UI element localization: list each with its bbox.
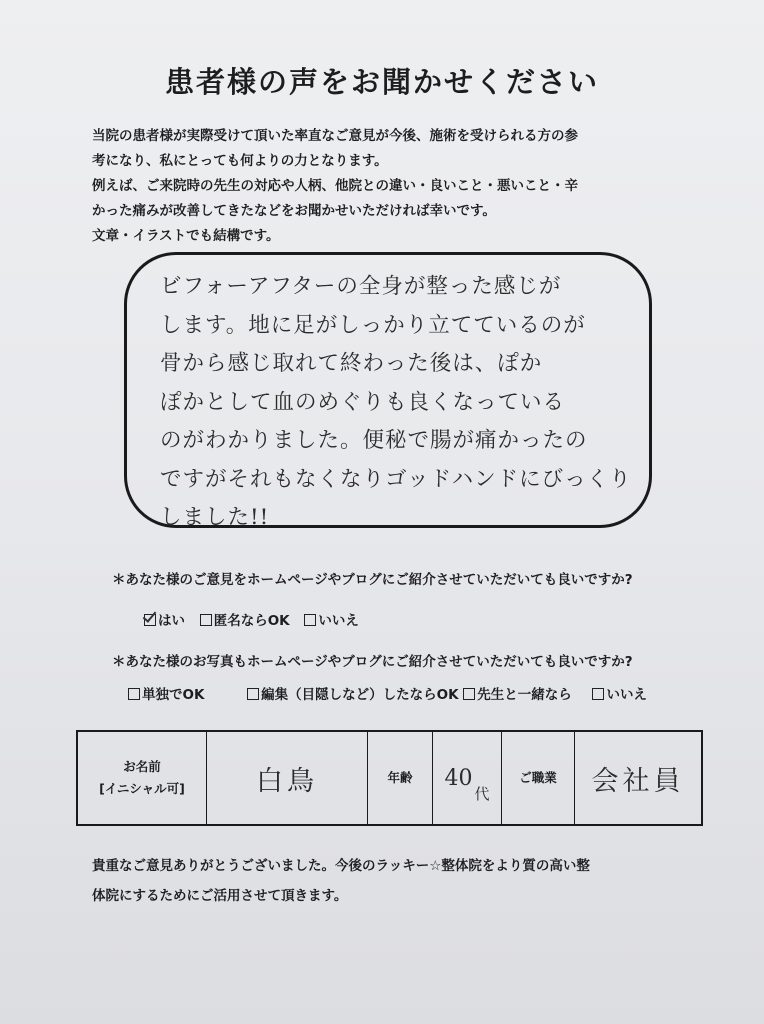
- footer-line: 貴重なご意見ありがとうございました。今後のラッキー☆整体院をより質の高い整: [92, 858, 590, 874]
- checkbox-checked-icon[interactable]: [144, 614, 156, 626]
- checkbox-icon[interactable]: [200, 614, 212, 626]
- option-alone-ok[interactable]: [128, 683, 204, 703]
- comment-line: ビフォーアフターの全身が整った感じが: [160, 274, 562, 299]
- option-label: 先生と一緒なら: [477, 687, 572, 703]
- footer-line: 体院にするためにご活用させて頂きます。: [92, 888, 348, 904]
- name-label: お名前: [123, 759, 161, 774]
- intro-line: 当院の患者様が実際受けて頂いた率直なご意見が今後、施術を受けられる方の参: [92, 128, 578, 144]
- intro-line: 考になり、私にとっても何よりの力となります。: [92, 153, 388, 169]
- option-anonymous-ok[interactable]: [200, 609, 290, 629]
- option-label: いいえ: [606, 687, 647, 703]
- intro-line: 文章・イラストでも結構です。: [92, 228, 280, 244]
- option-label: いいえ: [318, 613, 359, 629]
- option-no[interactable]: [304, 609, 359, 629]
- job-value-cell[interactable]: [575, 731, 703, 825]
- name-value-cell[interactable]: [207, 731, 368, 825]
- comment-line: ぽかとして血のめぐりも良くなっている: [160, 389, 566, 415]
- checkbox-icon[interactable]: [592, 688, 604, 700]
- intro-text: [92, 124, 692, 249]
- option-edited-ok[interactable]: [247, 683, 458, 703]
- intro-line: かった痛みが改善してきたなどをお聞かせいただければ幸いです。: [92, 203, 496, 219]
- comment-line: のがわかりました。便秘で腸が痛かったの: [160, 428, 588, 453]
- thank-you-text: [92, 851, 692, 911]
- comment-line: 骨から感じ取れて終わった後は、ぽか: [160, 351, 543, 376]
- option-label: 単独でOK: [142, 687, 205, 703]
- option-yes[interactable]: [144, 609, 185, 629]
- publish-photo-options: [128, 683, 657, 703]
- checkbox-icon[interactable]: [128, 688, 140, 700]
- name-label-cell: [77, 731, 207, 825]
- job-label: ご職業: [519, 770, 557, 785]
- handwritten-comment: [160, 268, 630, 538]
- job-label-cell: [502, 731, 575, 825]
- page-title: 患者様の声をお聞かせください: [164, 65, 599, 99]
- option-label: 編集（目隠しなど）したならOK: [261, 687, 459, 703]
- patient-info-table: [76, 730, 703, 826]
- name-note: [イニシャル可]: [99, 781, 185, 796]
- name-value: 白鳥: [256, 765, 318, 797]
- age-value-cell[interactable]: [433, 731, 502, 825]
- option-no[interactable]: [592, 683, 647, 703]
- checkbox-icon[interactable]: [463, 688, 475, 700]
- age-label: 年齢: [387, 770, 413, 785]
- option-label: はい: [158, 613, 185, 629]
- comment-line: しました!!: [160, 505, 270, 530]
- age-value: 40: [444, 765, 473, 791]
- checkbox-icon[interactable]: [304, 614, 316, 626]
- age-unit: 代: [474, 784, 490, 803]
- age-label-cell: [368, 731, 433, 825]
- comment-line: ですがそれもなくなりゴッドハンドにびっくり: [160, 466, 632, 492]
- intro-line: 例えば、ご来院時の先生の対応や人柄、他院との違い・良いこと・悪いこと・辛: [92, 178, 578, 194]
- publish-comment-options: [144, 609, 369, 629]
- question-publish-comment: ＊あなた様のご意見をホームページやブログにご紹介させていただいても良いですか?: [112, 572, 633, 588]
- question-publish-photo: ＊あなた様のお写真もホームページやブログにご紹介させていただいても良いですか?: [112, 654, 633, 670]
- checkbox-icon[interactable]: [247, 688, 259, 700]
- comment-line: します。地に足がしっかり立てているのが: [160, 312, 586, 338]
- option-label: 匿名ならOK: [213, 613, 290, 629]
- job-value: 会社員: [591, 765, 685, 797]
- option-with-doctor[interactable]: [463, 683, 572, 703]
